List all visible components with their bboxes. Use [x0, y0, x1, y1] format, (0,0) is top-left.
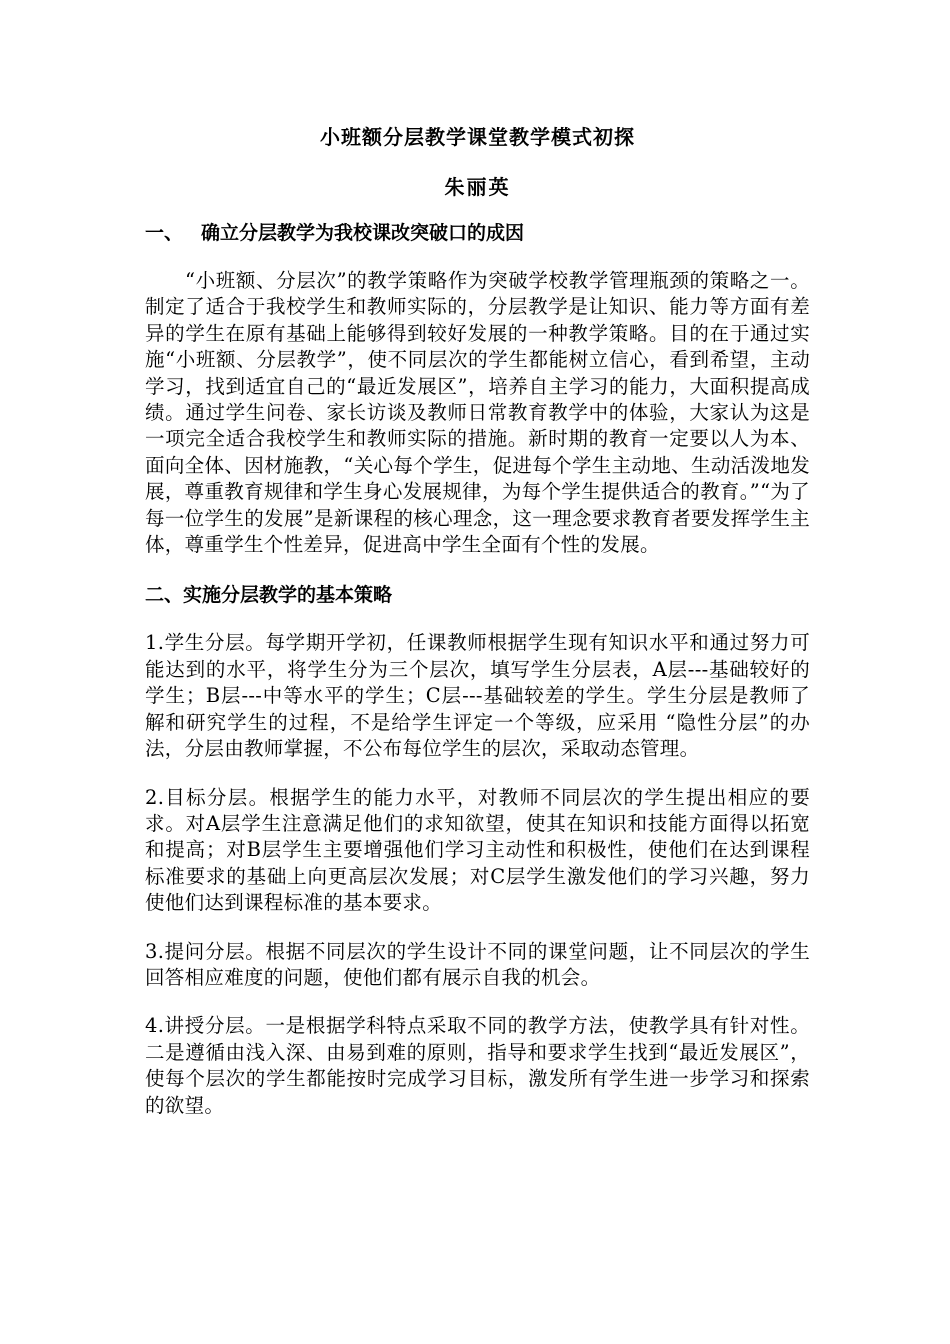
strategy-item-1: 1.学生分层。每学期开学初，任课教师根据学生现有知识水平和通过努力可能达到的水平，将学生分为三个层次，填写学生分层表，A层---基础较好的学生；B层---中等水平的学生；C层---基础较差的学生。学生分层是教师了解和研究学生的过程，不是给学生评定一个等级，应采用 “隐性分层”的办法，分层由教师掌握，不公布每位学生的层次，采取动态管理。 — [145, 631, 810, 761]
strategy-item-3: 3.提问分层。根据不同层次的学生设计不同的课堂问题，让不同层次的学生回答相应难度的问题，使他们都有展示自我的机会。 — [145, 939, 810, 989]
section2-heading: 二、实施分层教学的基本策略 — [145, 584, 393, 607]
section1-heading-text: 确立分层教学为我校课改突破口的成因 — [201, 222, 525, 244]
section1-heading — [145, 218, 810, 248]
document-page — [145, 122, 810, 1141]
document-title: 小班额分层教学课堂教学模式初探 — [320, 125, 635, 149]
strategy-item-4: 4.讲授分层。一是根据学科特点采取不同的教学方法，使教学具有针对性。二是遵循由浅入深、由易到难的原则，指导和要求学生找到“最近发展区”，使每个层次的学生都能按时完成学习目标，激发所有学生进一步学习和探索的欲望。 — [145, 1014, 810, 1117]
document-author: 朱丽英 — [444, 175, 511, 199]
section1-paragraph: “小班额、分层次”的教学策略作为突破学校教学管理瓶颈的策略之一。制定了适合于我校学生和教师实际的，分层教学是让知识、能力等方面有差异的学生在原有基础上能够得到较好发展的一种教学策略。目的在于通过实施“小班额、分层教学”，使不同层次的学生都能树立信心，看到希望，主动学习，找到适宜自己的“最近发展区”，培养自主学习的能力，大面积提高成绩。通过学生问卷、家长访谈及教师日常教育教学中的体验，大家认为这是一项完全适合我校学生和教师实际的措施。新时期的教育一定要以人为本、面向全体、因材施教，“关心每个学生，促进每个学生主动地、生动活泼地发展，尊重教育规律和学生身心发展规律，为每个学生提供适合的教育。”“为了每一位学生的发展”是新课程的核心理念，这一理念要求教育者要发挥学生主体，尊重学生个性差异，促进高中学生全面有个性的发展。 — [145, 269, 810, 557]
section1-number: 一、 — [145, 222, 184, 244]
strategy-item-2: 2.目标分层。根据学生的能力水平，对教师不同层次的学生提出相应的要求。对A层学生注意满足他们的求知欲望，使其在知识和技能方面得以拓宽和提高；对B层学生主要增强他们学习主动性和积极性，使他们在达到课程标准要求的基础上向更高层次发展；对C层学生激发他们的学习兴趣，努力使他们达到课程标准的基本要求。 — [145, 785, 810, 915]
